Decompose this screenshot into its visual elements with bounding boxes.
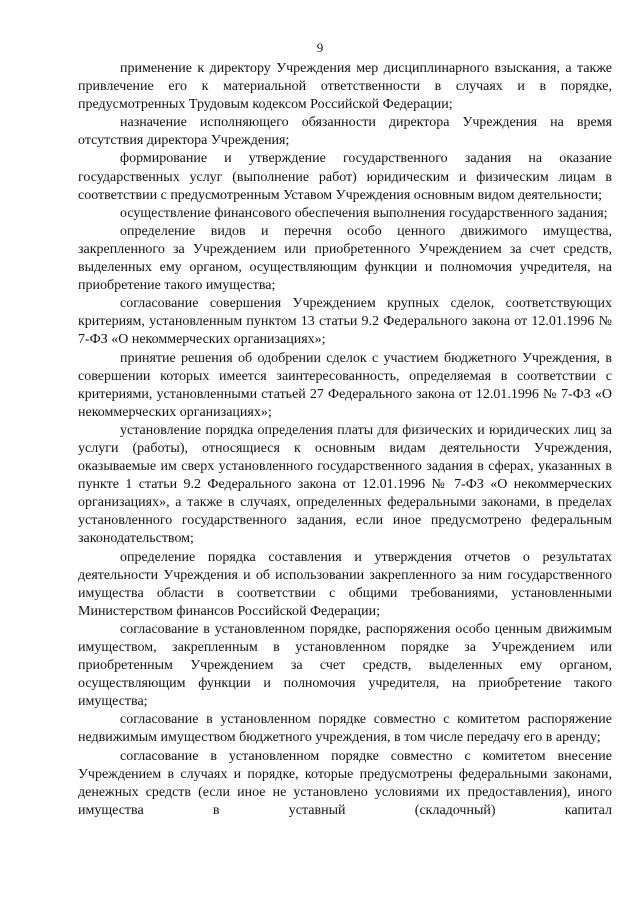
paragraph-disciplinary-measures: применение к директору Учреждения мер дисциплинарного взыскания, а также привлечение его к материальной ответственности в случаях и в порядке, предусмотренных Трудовым кодексом Российской Федерации;	[78, 61, 612, 113]
paragraph-financial-support: осуществление финансового обеспечения выполнения государственного задания;	[120, 205, 608, 221]
paragraph-reporting-procedure: определение порядка составления и утверждения отчетов о результатах деятельности Учреждения и об использовании закрепленного за ним государственного имущества области в соответствии с общими требованиями, установленными Министерством финансов Российской Федерации;	[78, 549, 612, 619]
page-number: 9	[316, 40, 324, 55]
paragraph-capital-contribution: согласование в установленном порядке совместно с комитетом внесение Учреждением в случаях и порядке, которые предусмотрены федеральными законами, денежных средств (если иное не установлено условиями их предоставления), иного имущества в уставный (складочный) капитал	[78, 748, 612, 818]
paragraph-fee-procedure: установление порядка определения платы для физических и юридических лиц за услуги (работы), относящиеся к основным видам деятельности Учреждения, оказываемые им сверх установленного государственного задания в сферах, указанных в пункте 1 статьи 9.2 Федерального закона от 12.01.1996 № 7-ФЗ «О некоммерческих организациях», а также в случаях, определенных федеральными законами, в пределах установленного государственного задания, если иное предусмотрено федеральным законодательством;	[78, 422, 612, 547]
paragraph-real-estate-disposal: согласование в установленном порядке совместно с комитетом распоряжение недвижимым имуществом бюджетного учреждения, в том числе передачу его в аренду;	[78, 712, 612, 746]
paragraph-state-assignment: формирование и утверждение государственного задания на оказание государственных услуг (выполнение работ) юридическим и физическим лицам в соответствии с предусмотренным Уставом Учреждения основным видом деятельности;	[78, 151, 612, 203]
paragraph-acting-director: назначение исполняющего обязанности директора Учреждения на время отсутствия директора Учреждения;	[78, 115, 612, 149]
paragraph-valuable-property: определение видов и перечня особо ценного движимого имущества, закрепленного за Учреждением или приобретенного Учреждением за счет средств, выделенных ему органом, осуществляющим функции и полномочия учредителя, на приобретение такого имущества;	[78, 223, 612, 294]
paragraph-interested-transactions: принятие решения об одобрении сделок с участием бюджетного Учреждения, в совершении которых имеется заинтересованность, определяемая в соответствии с критериями, установленными статьей 27 Федерального закона от 12.01.1996 № 7-ФЗ «О некоммерческих организациях»;	[78, 350, 612, 420]
paragraph-major-transactions: согласование совершения Учреждением крупных сделок, соответствующих критериям, установленным пунктом 13 статьи 9.2 Федерального закона от 12.01.1996 № 7-ФЗ «О некоммерческих организациях»;	[78, 296, 612, 348]
paragraph-movable-property-disposal: согласование в установленном порядке, распоряжения особо ценным движимым имуществом, закрепленным в установленном порядке за Учреждением или приобретенным Учреждением за счет средств, выделенных ему органом, осуществляющим функции и полномочия учредителя, на приобретение такого имущества;	[78, 621, 612, 710]
document-body	[78, 60, 612, 820]
